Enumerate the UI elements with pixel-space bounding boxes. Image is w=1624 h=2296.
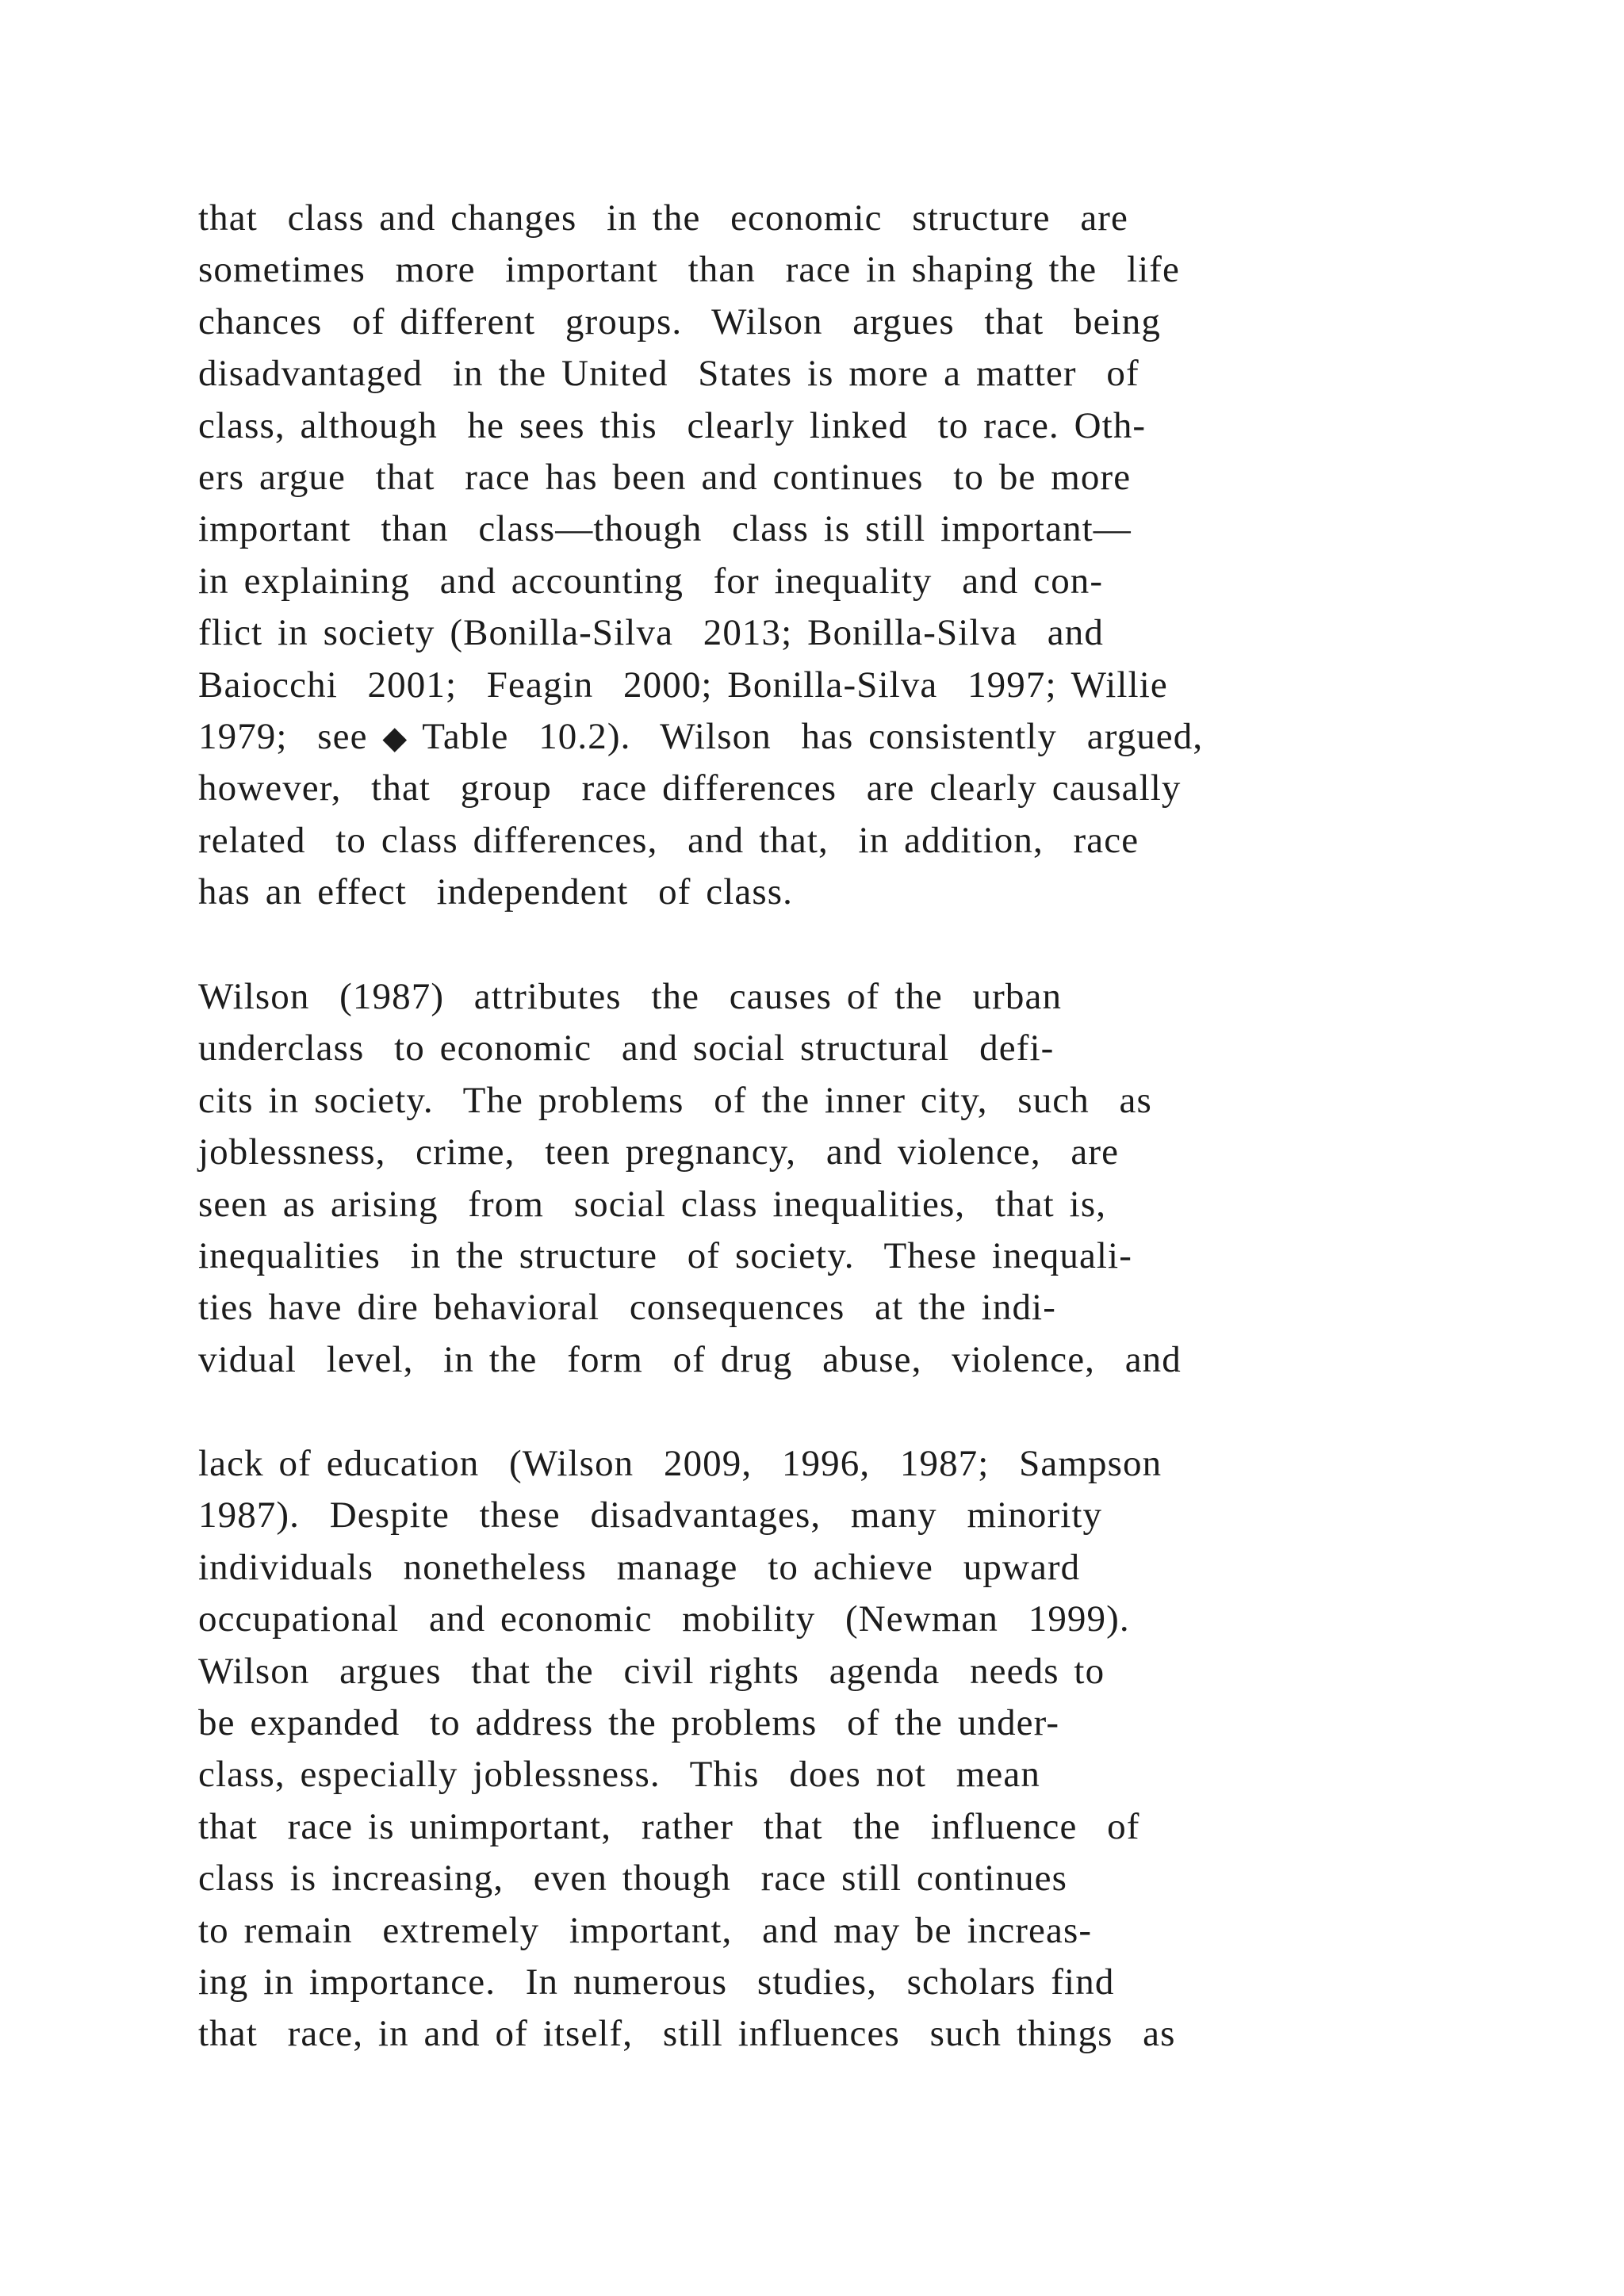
text-line: however, that group race differences are clearly causally [198,767,1182,809]
line-text-before: 1979; see [198,715,383,757]
text-line: sometimes more important than race in shaping the life [198,249,1180,291]
text-line: Wilson (1987) attributes the causes of the urban [198,976,1063,1017]
diamond-icon: ◆ [382,719,408,756]
text-line: flict in society (Bonilla-Silva 2013; Bonilla-Silva and [198,612,1104,654]
text-line: that class and changes in the economic structure are [198,197,1129,239]
text-line: has an effect independent of class. [198,871,794,913]
text-line: class, although he sees this clearly linked to race. Oth- [198,404,1147,446]
text-line: occupational and economic mobility (Newman 1999). [198,1598,1130,1640]
text-line: in explaining and accounting for inequality and con- [198,560,1104,602]
paragraph-urban-underclass [198,971,1546,1386]
text-line: individuals nonetheless manage to achieve upward [198,1546,1081,1588]
text-line: to remain extremely important, and may be increas- [198,1909,1093,1951]
text-line: ties have dire behavioral consequences at the indi- [198,1287,1056,1329]
text-line: ing in importance. In numerous studies, scholars find [198,1961,1115,2003]
text-line: that race, in and of itself, still influences such things as [198,2013,1176,2055]
text-line: underclass to economic and social structural defi- [198,1027,1055,1070]
text-line: Wilson argues that the civil rights agenda needs to [198,1650,1105,1692]
text-line: inequalities in the structure of society. These inequali- [198,1234,1132,1276]
paragraph-class-vs-race [198,193,1546,918]
text-line: cits in society. The problems of the inner city, such as [198,1079,1152,1121]
text-line: chances of different groups. Wilson argues that being [198,300,1161,342]
text-line: joblessness, crime, teen pregnancy, and violence, are [198,1131,1120,1173]
text-line: that race is unimportant, rather that the influence of [198,1805,1140,1847]
text-line: be expanded to address the problems of the under- [198,1701,1060,1743]
text-line: Baiocchi 2001; Feagin 2000; Bonilla-Silva 1997; Willie [198,664,1168,706]
text-line: important than class—though class is still important— [198,508,1132,550]
text-line: ers argue that race has been and continues to be more [198,456,1132,498]
table-reference-text: Table 10.2). Wilson has consistently argued, [408,715,1204,757]
text-line: lack of education (Wilson 2009, 1996, 1987; Sampson [198,1443,1162,1484]
text-line: vidual level, in the form of drug abuse, violence, and [198,1338,1182,1380]
text-line: disadvantaged in the United States is more a matter of [198,353,1139,395]
paragraph-civil-rights-agenda [198,1438,1546,2061]
text-line: class is increasing, even though race still continues [198,1858,1068,1900]
text-line: related to class differences, and that, in addition, race [198,819,1139,861]
text-line: 1987). Despite these disadvantages, many minority [198,1494,1103,1536]
text-line-with-table-reference [198,711,1546,763]
text-line: class, especially joblessness. This does not mean [198,1754,1040,1796]
text-line: seen as arising from social class inequalities, that is, [198,1183,1107,1225]
